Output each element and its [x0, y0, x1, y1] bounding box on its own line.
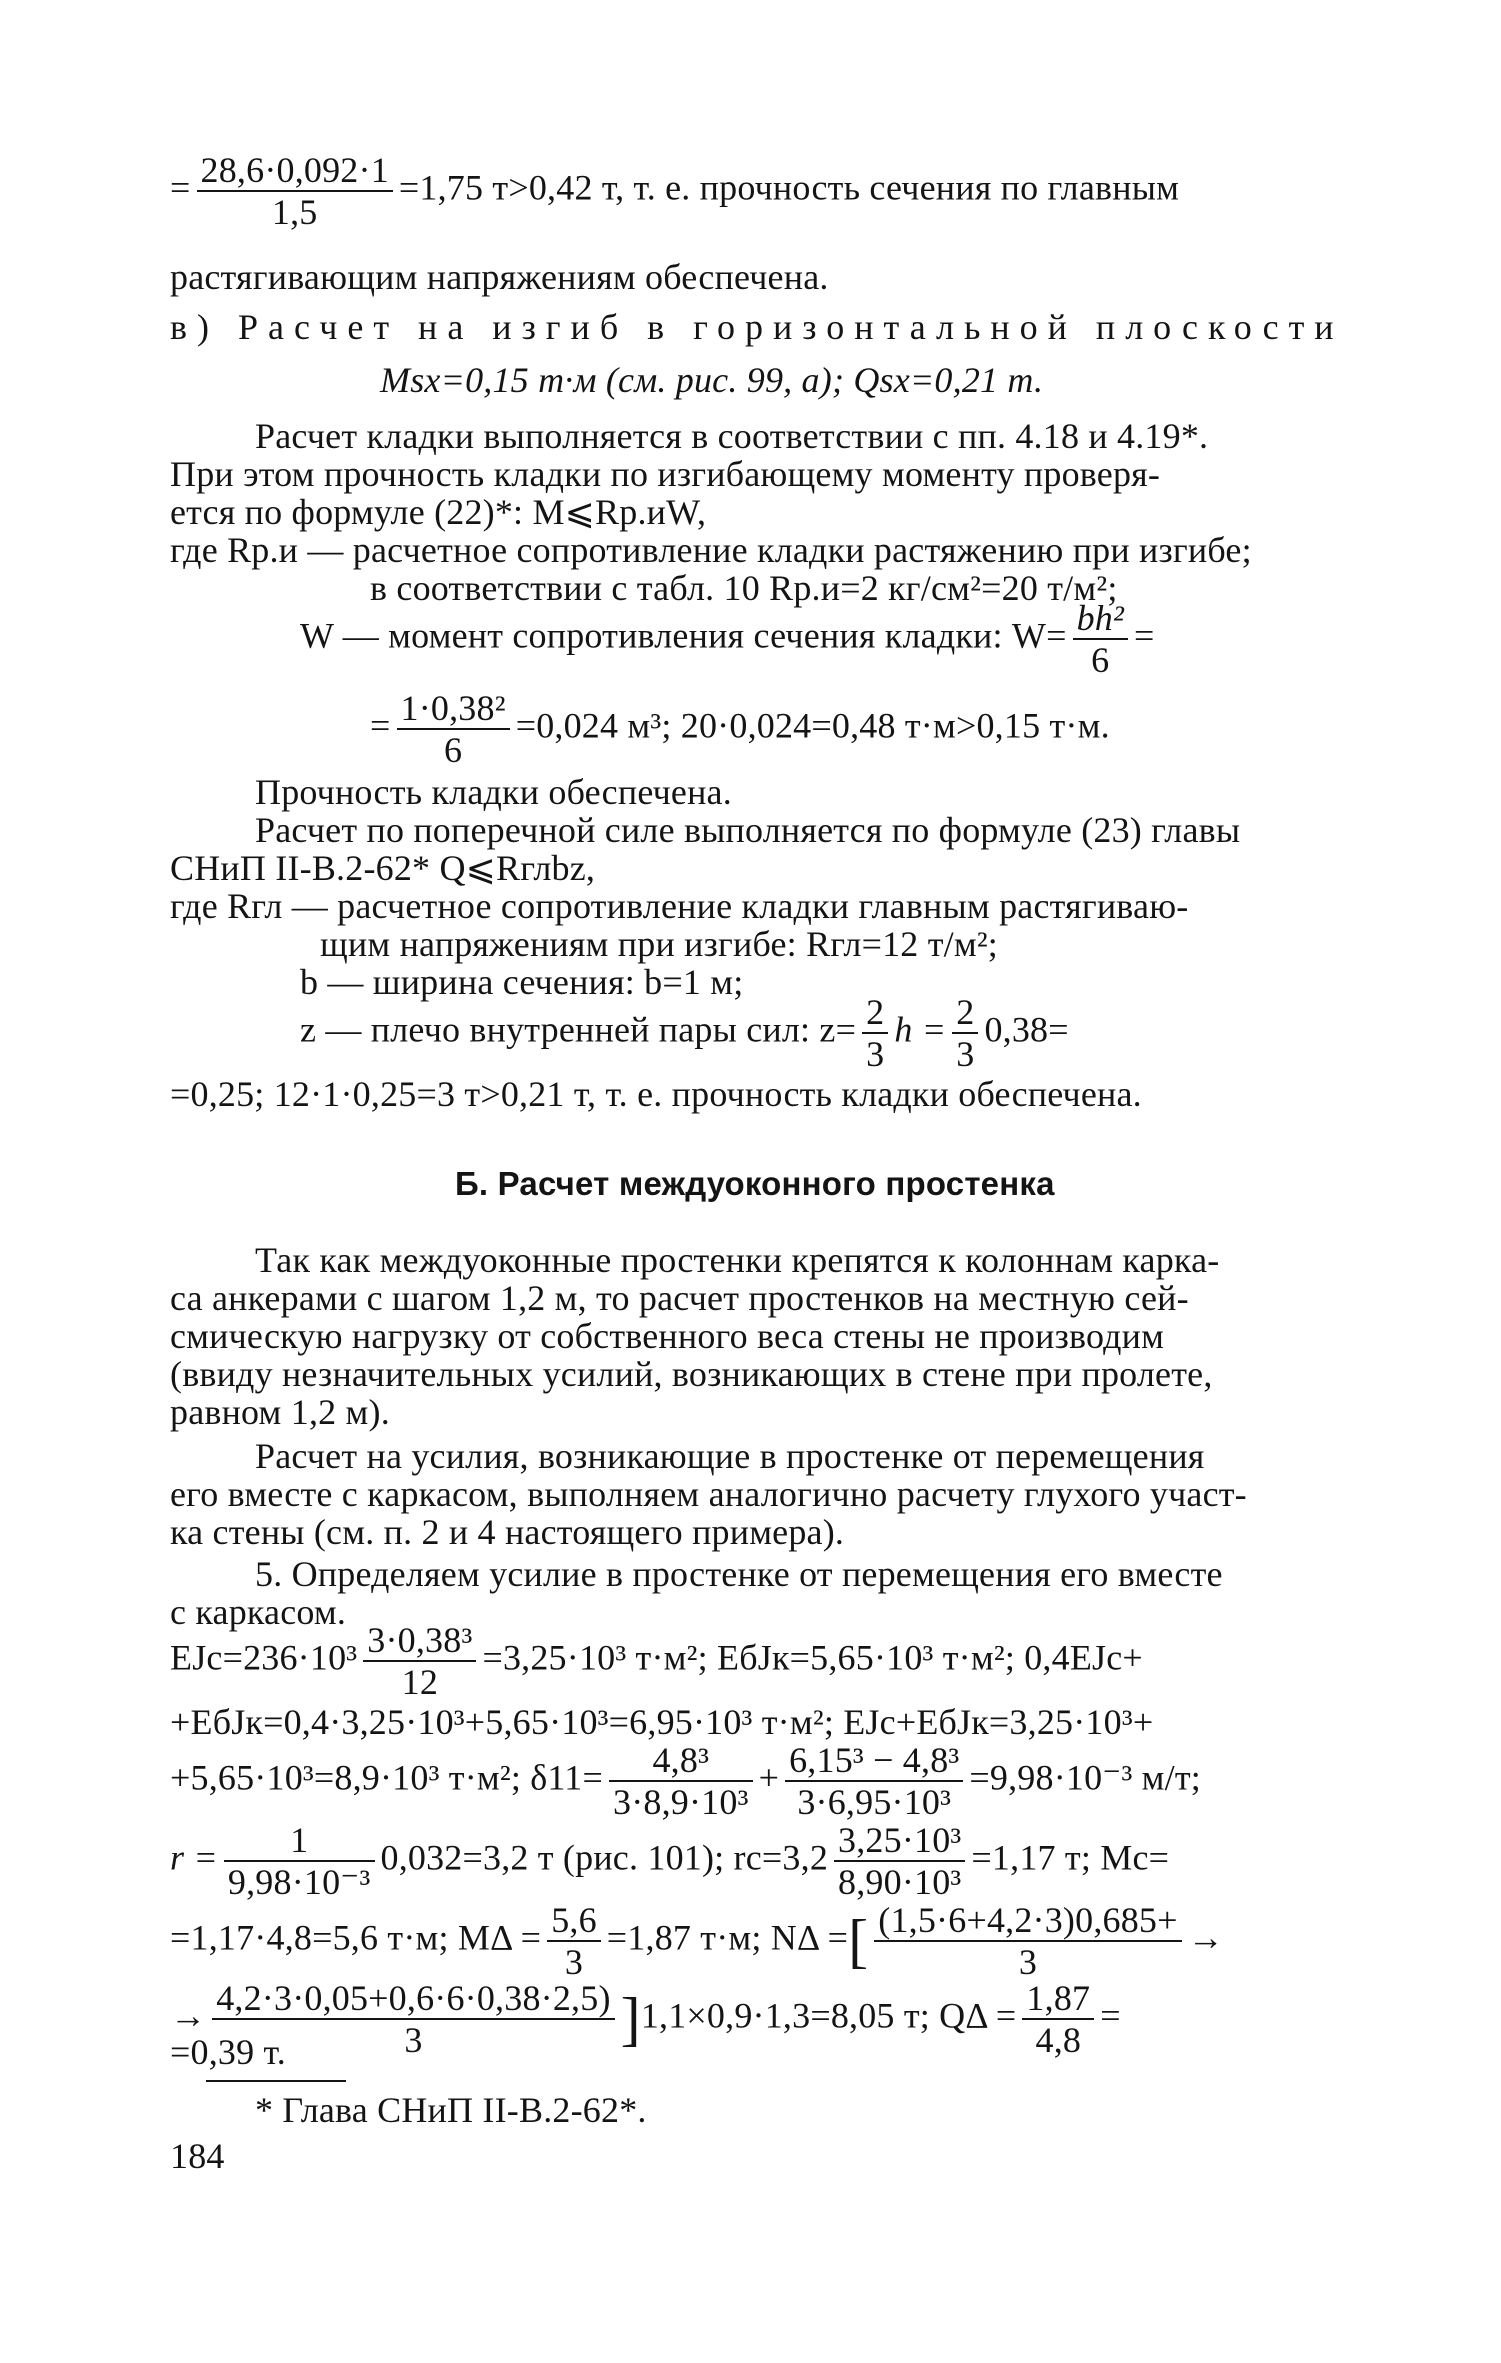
line-10: W — момент сопротивления сечения кладки: W= $\frac{\text{bh²}}{6}$ = [300, 598, 1155, 680]
line-08: где Rр.и — расчетное сопротивление кладки растяжению при изгибе; [170, 530, 1252, 570]
line-01: = $\frac{28,6\cdot 0,092\cdot 1}{1,5}$ =1,75 т>0,42 т, т. е. прочность сечения по главным [170, 150, 1180, 232]
para-2-line-3: ка стены (см. п. 2 и 4 настоящего примера). [170, 1512, 845, 1552]
line-09: в соответствии с табл. 10 Rр.и=2 кг/см²=20 т/м²; [370, 568, 1118, 608]
fraction: $\frac{(1,5\cdot 6+4,2\cdot 3)0,685+}{3}$ [874, 1900, 1181, 1982]
section-subheading: в) Расчет на изгиб в горизонтальной плоскости [170, 307, 1344, 347]
fraction: $\frac{5,6}{3}$ [547, 1900, 601, 1982]
line-11: = $\frac{\text{1·0,38²}}{6}$ =0,024 м³; 20·0,024=0,48 т·м>0,15 т·м. [370, 688, 1110, 770]
continuation-arrow: → [1187, 1917, 1224, 1958]
line-13: Расчет по поперечной силе выполняется по формуле (23) главы [255, 810, 1241, 850]
equation-5: =1,17·4,8=5,6 т·м; MΔ = $\frac{5,6}{3}$ =1,87 т·м; NΔ =[ $\frac{(1,5\cdot 6+4,2\cdot 3)0,685+}{3}$ → [170, 1900, 1224, 1982]
line-07: ется по формуле (22)*: M⩽Rр.иW, [170, 492, 707, 532]
fraction: $\frac{1,87}{4,8}$ [1022, 1978, 1094, 2060]
line-19: =0,25; 12·1·0,25=3 т>0,21 т, т. е. прочность кладки обеспечена. [170, 1074, 1142, 1114]
fraction: $\frac{\text{1·0,38²}}{6}$ [397, 688, 510, 770]
fraction: $\frac{\text{4,8³}}{\text{3·8,9·10³}}$ [609, 1740, 753, 1822]
page-number: 184 [170, 2136, 225, 2176]
fraction: $\frac{\text{bh²}}{6}$ [1073, 598, 1128, 680]
line-12: Прочность кладки обеспечена. [255, 772, 732, 812]
line-18: z — плечо внутренней пары сил: z= $\frac{2}{3}$ h = $\frac{2}{3}$ 0,38= [300, 992, 1069, 1074]
fraction: $\frac{\text{6,15³ − 4,8³}}{\text{3·6,95·10³}}$ [785, 1740, 963, 1822]
para-1-line-3: смическую нагрузку от собственного веса стены не производим [170, 1316, 1165, 1356]
fraction: $\frac{28,6\cdot 0,092\cdot 1}{1,5}$ [197, 150, 393, 232]
fraction: $\frac{4,2\cdot 3\cdot 0,05+0,6\cdot 6\cdot 0,38\cdot 2,5)}{3}$ [212, 1978, 614, 2060]
para-1-line-4: (ввиду незначительных усилий, возникающих в стене при пролете, [170, 1354, 1213, 1394]
equation-7: =0,39 т. [170, 2032, 286, 2072]
line-06: При этом прочность кладки по изгибающему моменту проверя- [170, 454, 1161, 494]
line-17: b — ширина сечения: b=1 м; [300, 962, 744, 1002]
section-heading: Б. Расчет междуоконного простенка [455, 1165, 1055, 1202]
fraction: $\frac{1}{\text{9,98·10⁻³}}$ [224, 1820, 375, 1902]
fraction: $\frac{2}{3}$ [862, 992, 888, 1074]
para-3-line-1: 5. Определяем усилие в простенке от перемещения его вместе [255, 1554, 1223, 1594]
left-bracket: [ [848, 1908, 869, 1974]
right-bracket: ] [620, 1986, 641, 2052]
para-2-line-1: Расчет на усилия, возникающие в простенке от перемещения [255, 1436, 1205, 1476]
equation-4: r = $\frac{1}{\text{9,98·10⁻³}}$ 0,032=3,2 т (рис. 101); rс=3,2 $\frac{\text{3,25·10³}}{\text{8,90·10³}}$ =1,17 т; Mс= [170, 1820, 1170, 1902]
fraction: $\frac{\text{3,25·10³}}{\text{8,90·10³}}$ [834, 1820, 965, 1902]
line-02: растягивающим напряжениям обеспечена. [170, 257, 829, 297]
equation-1: EJс=236·10³ $\frac{\text{3·0,38³}}{12}$ =3,25·10³ т·м²; EбJк=5,65·10³ т·м²; 0,4EJс+ [170, 1620, 1143, 1702]
para-1-line-2: са анкерами с шагом 1,2 м, то расчет простенков на местную сей- [170, 1278, 1189, 1318]
line-16: щим напряжениям при изгибе: Rгл=12 т/м²; [320, 924, 999, 964]
para-3-line-2: с каркасом. [170, 1592, 347, 1632]
line-05: Расчет кладки выполняется в соответствии с пп. 4.18 и 4.19*. [255, 416, 1209, 456]
line-15: где Rгл — расчетное сопротивление кладки главным растягиваю- [170, 886, 1189, 926]
para-1-line-5: равном 1,2 м). [170, 1392, 390, 1432]
footnote-rule [206, 2080, 346, 2082]
fraction: $\frac{2}{3}$ [952, 992, 978, 1074]
equation-6: → $\frac{4,2\cdot 3\cdot 0,05+0,6\cdot 6\cdot 0,38\cdot 2,5)}{3}$ ]1,1×0,9·1,3=8,05 т; QΔ = $\frac{1,87}{4,8}$ = [170, 1978, 1121, 2060]
footnote: * Глава СНиП II-В.2-62*. [255, 2090, 647, 2130]
line-14: СНиП II-В.2-62* Q⩽Rглbz, [170, 848, 596, 888]
para-1-line-1: Так как междуоконные простенки крепятся к колоннам карка- [255, 1240, 1220, 1280]
continuation-arrow: → [170, 1995, 207, 2036]
equation-2: +EбJк=0,4·3,25·10³+5,65·10³=6,95·10³ т·м²; EJс+EбJк=3,25·10³+ [170, 1702, 1154, 1742]
para-2-line-2: его вместе с каркасом, выполняем аналогично расчету глухого участ- [170, 1474, 1247, 1514]
equation-3: +5,65·10³=8,9·10³ т·м²; δ11= $\frac{\text{4,8³}}{\text{3·8,9·10³}}$ + $\frac{\text{6,15³ − 4,8³}}{\text{3·6,95·10³}}$ =9,98·10⁻³ м/т; [170, 1740, 1201, 1822]
line-04: Msx=0,15 т·м (см. рис. 99, а); Qsx=0,21 т. [380, 360, 1044, 400]
fraction: $\frac{\text{3·0,38³}}{12}$ [363, 1620, 476, 1702]
